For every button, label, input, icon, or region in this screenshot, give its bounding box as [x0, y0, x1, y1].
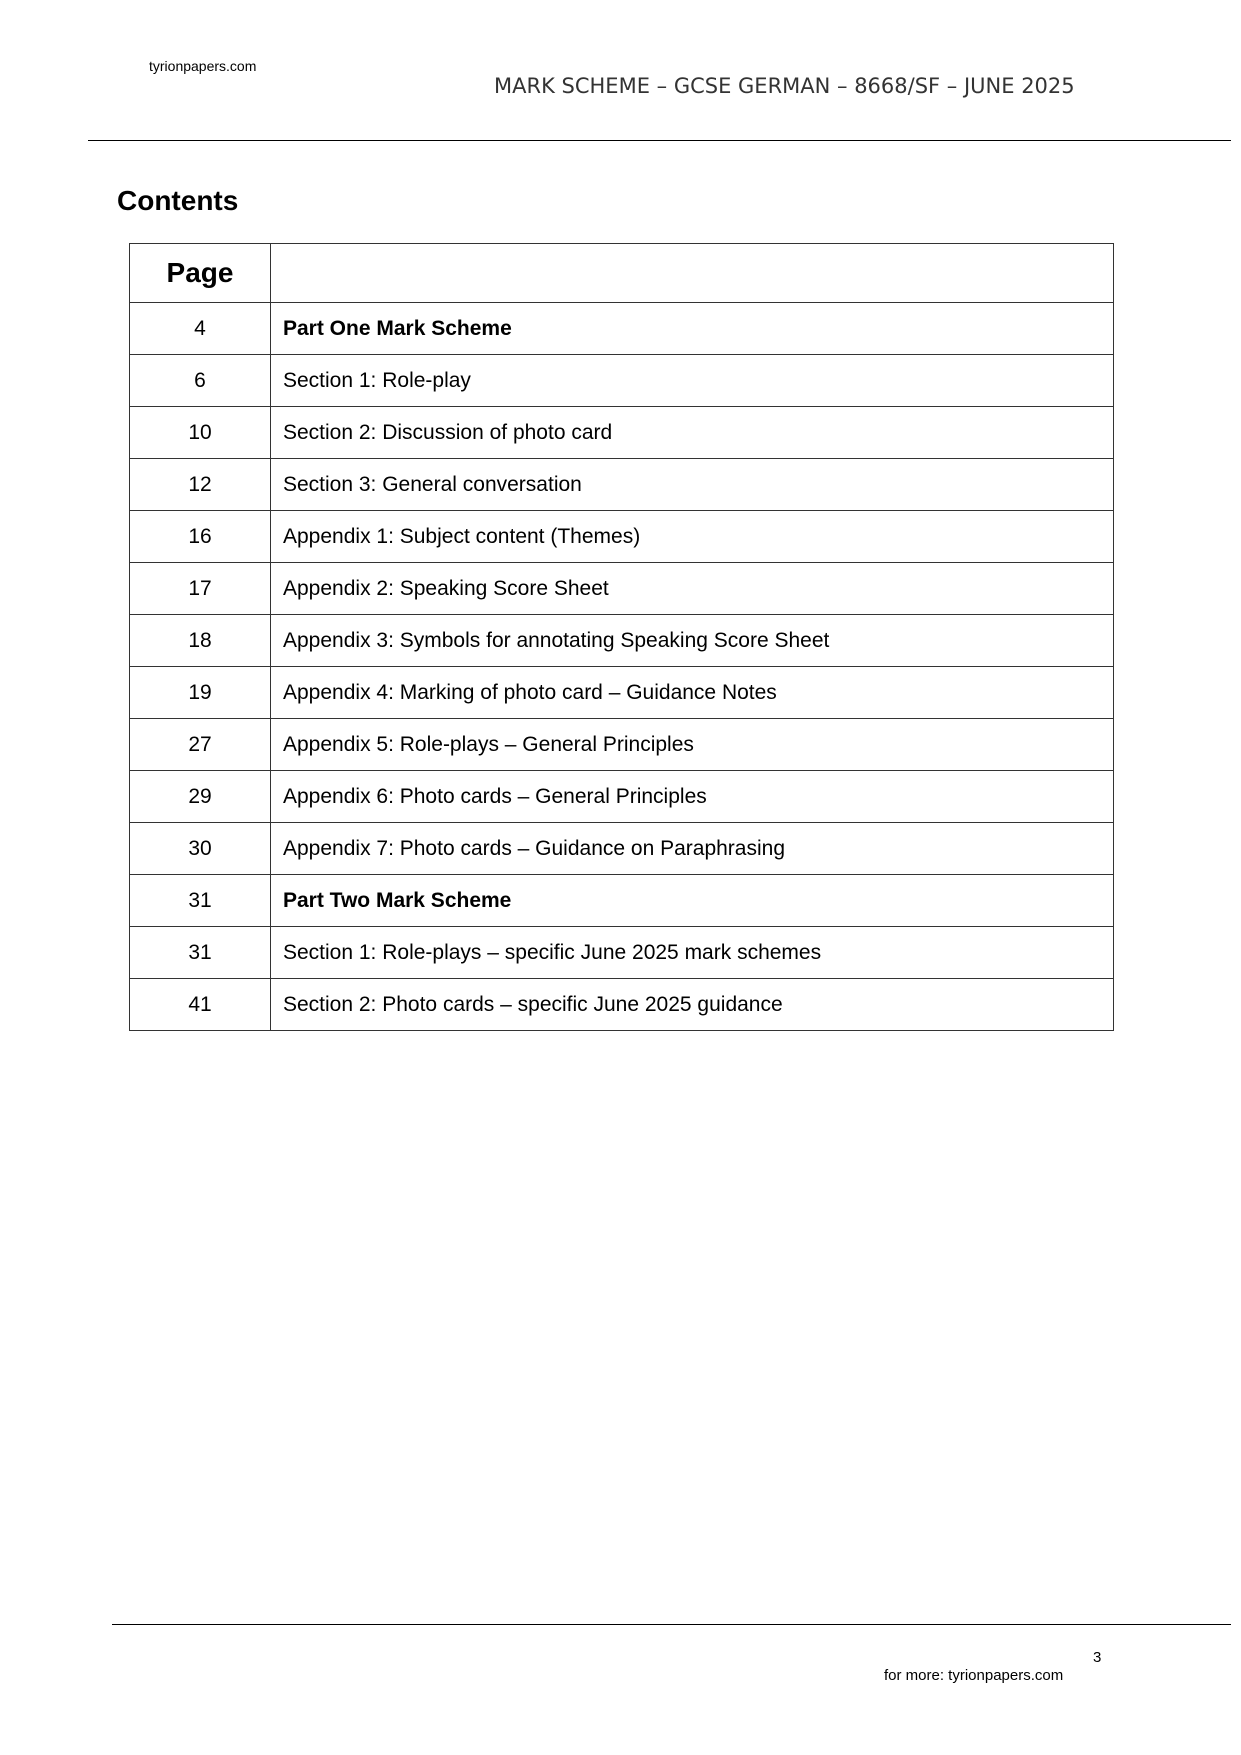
row-section-title: Section 1: Role-play	[271, 355, 1114, 407]
table-row	[130, 407, 1114, 459]
column-header-title	[271, 244, 1114, 303]
footer-site-link: for more: tyrionpapers.com	[884, 1667, 1064, 1684]
row-section-title: Part Two Mark Scheme	[271, 875, 1114, 927]
row-section-title: Appendix 7: Photo cards – Guidance on Paraphrasing	[271, 823, 1114, 875]
row-page-number: 31	[130, 927, 271, 979]
row-section-title: Section 1: Role-plays – specific June 2025 mark schemes	[271, 927, 1114, 979]
page-number: 3	[1093, 1649, 1102, 1666]
table-row	[130, 927, 1114, 979]
row-section-title: Section 2: Photo cards – specific June 2025 guidance	[271, 979, 1114, 1031]
column-header-page: Page	[130, 244, 271, 303]
table-row	[130, 303, 1114, 355]
row-section-title: Appendix 5: Role-plays – General Principles	[271, 719, 1114, 771]
table-row	[130, 459, 1114, 511]
row-section-title: Appendix 6: Photo cards – General Principles	[271, 771, 1114, 823]
footer-divider	[112, 1624, 1231, 1625]
table-row	[130, 719, 1114, 771]
row-page-number: 16	[130, 511, 271, 563]
table-row	[130, 979, 1114, 1031]
table-row	[130, 355, 1114, 407]
header-divider	[88, 140, 1231, 141]
table-row	[130, 667, 1114, 719]
row-section-title: Appendix 2: Speaking Score Sheet	[271, 563, 1114, 615]
row-page-number: 27	[130, 719, 271, 771]
row-page-number: 4	[130, 303, 271, 355]
row-page-number: 18	[130, 615, 271, 667]
table-row	[130, 823, 1114, 875]
row-page-number: 31	[130, 875, 271, 927]
table-row	[130, 563, 1114, 615]
row-page-number: 6	[130, 355, 271, 407]
contents-heading: Contents	[117, 185, 239, 216]
header-site-link: tyrionpapers.com	[149, 58, 257, 74]
row-page-number: 19	[130, 667, 271, 719]
document-title: MARK SCHEME – GCSE GERMAN – 8668/SF – JUNE 2025	[494, 74, 1075, 98]
row-section-title: Part One Mark Scheme	[271, 303, 1114, 355]
contents-header-row	[130, 244, 1114, 303]
table-row	[130, 875, 1114, 927]
row-section-title: Appendix 3: Symbols for annotating Speaking Score Sheet	[271, 615, 1114, 667]
row-section-title: Appendix 1: Subject content (Themes)	[271, 511, 1114, 563]
row-section-title: Appendix 4: Marking of photo card – Guidance Notes	[271, 667, 1114, 719]
row-section-title: Section 3: General conversation	[271, 459, 1114, 511]
row-page-number: 12	[130, 459, 271, 511]
row-page-number: 10	[130, 407, 271, 459]
row-section-title: Section 2: Discussion of photo card	[271, 407, 1114, 459]
table-row	[130, 771, 1114, 823]
row-page-number: 41	[130, 979, 271, 1031]
contents-table-body	[130, 303, 1114, 1031]
row-page-number: 30	[130, 823, 271, 875]
table-row	[130, 511, 1114, 563]
table-row	[130, 615, 1114, 667]
row-page-number: 17	[130, 563, 271, 615]
contents-table	[129, 243, 1114, 1031]
row-page-number: 29	[130, 771, 271, 823]
